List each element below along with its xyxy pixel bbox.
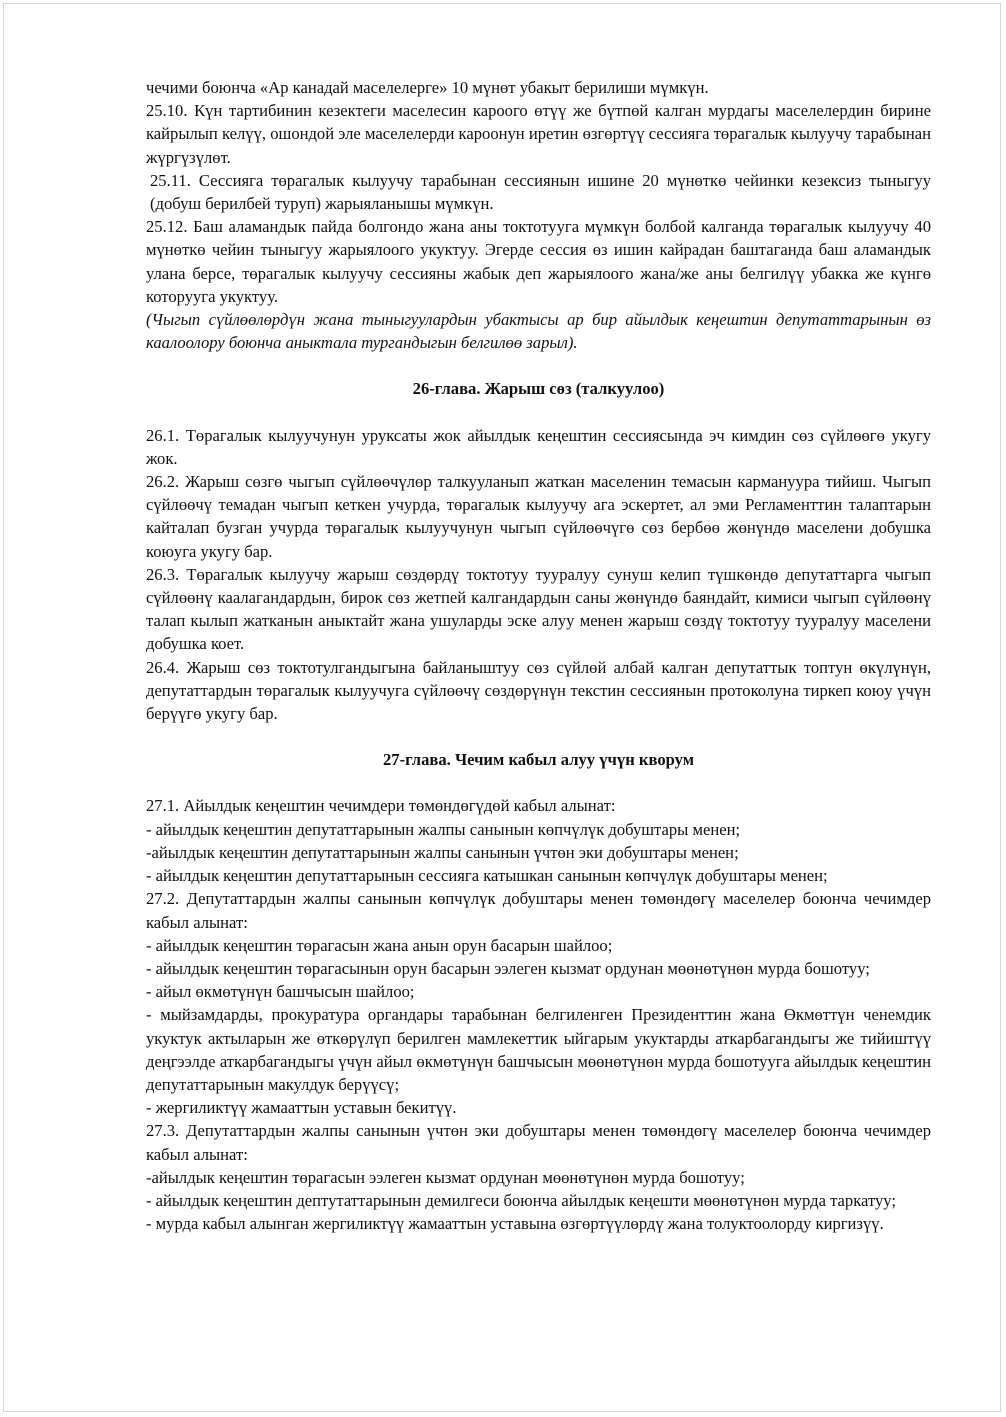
spacer [146,401,931,424]
paragraph-27-2: 27.2. Депутаттардын жалпы санынын көпчүлүк добуштары менен төмөндөгү маселелер боюнча чечимдер кабыл алынат: [146,889,931,932]
chapter-26-heading: 26-глава. Жарыш сөз (талкуулоо) [412,379,665,399]
spacer [146,725,931,748]
list-item: - жергиликтүү жамааттын уставын бекитүү. [146,1098,457,1118]
spacer [146,354,931,377]
list-item: - мыйзамдарды, прокуратура органдары тарабынан белгиленген Президенттин жана Өкмөттүн ченемдик укуктук актыларын же өткөрүлүп берилген мамлекеттик ыйгарым укуктарды аткарбагандыгы же тийиштүү деңгээлде аткарбагандыгы үчүн айыл өкмөтүнүн башчысын мөөнөтүнөн мурда бошотууга айылдык кеңештин депутаттарынын макулдук берүүсү; [146,1005,931,1094]
paragraph-25-9-continued: чечими боюнча «Ар канадай маселелерге» 10 мүнөт убакыт берилиши мүмкүн. [146,78,709,97]
list-item: - мурда кабыл алынган жергиликтүү жамааттын уставына өзгөртүүлөрдү жана толуктоолорду киргизүү. [146,1214,884,1234]
list-item: - айыл өкмөтүнүн башчысын шайлоо; [146,982,415,1002]
paragraph-25-11: 25.11. Сессияга төрагалык кылуучу тарабынан сессиянын ишине 20 мүнөткө чейинки кезексиз тыныгуу (добуш берилбей туруп) жарыяланышы мүмкүн. [150,170,931,214]
list-item: - айылдык кеңештин төрагасынын орун басарын ээлеген кызмат ордунан мөөнөтүнөн мурда бошотуу; [146,958,870,978]
italic-note: (Чыгып сүйлөөлөрдүн жана тыныгуулардын убактысы ар бир айылдык кеңештин депутаттарынын өз каалоолору боюнча аныктала тургандыгын белгилөө зарыл). [146,310,931,353]
document-body [146,76,931,1235]
list-item: -айылдык кеңештин депутаттарынын жалпы санынын үчтөн эки добуштары менен; [146,842,739,862]
chapter-27-heading: 27-глава. Чечим кабыл алуу үчүн кворум [382,750,695,770]
list-item: - айылдык кеңештин дептутаттарынын демилгеси боюнча айылдык кеңешти мөөнөтүнөн мурда таркатуу; [146,1190,896,1210]
list-item: -айылдык кеңештин төрагасын ээлеген кызмат ордунан мөөнөтүнөн мурда бошотуу; [146,1167,745,1187]
paragraph-26-2: 26.2. Жарыш сөзгө чыгып сүйлөөчүлөр талкууланып жаткан маселенин темасын кармануура тийиш. Чыгып сүйлөөчү темадан чыгып кеткен учурда, төрагалык кылуучу ага эскертет, ал эми Регламенттин талаптарын кайталап бузган учурда төрагалык кылуучунун чыгып сүйлөөчүгө сөз бербөө жөнүндө маселени добушка коюуга укугу бар. [146,472,931,561]
paragraph-27-1: 27.1. Айылдык кеңештин чечимдери төмөндөгүдөй кабыл алынат: [146,796,616,816]
list-item: - айылдык кеңештин депутаттарынын сессияга катышкан санынын көпчүлүк добуштары менен; [146,866,828,886]
list-item: - айылдык кеңештин төрагасын жана анын орун басарын шайлоо; [146,935,613,955]
paragraph-26-1: 26.1. Төрагалык кылуучунун уруксаты жок айылдык кеңештин сессиясында эч кимдин сөз сүйлөөгө укугу жок. [146,425,931,468]
paragraph-27-3: 27.3. Депутаттардын жалпы санынын үчтөн эки добуштары менен төмөндөгү маселелер боюнча чечимдер кабыл алынат: [146,1121,931,1164]
paragraph-26-3: 26.3. Төрагалык кылуучу жарыш сөздөрдү токтотуу тууралуу сунуш келип түшкөндө депутаттарга чыгып сүйлөөнү каалагандардын, бирок сөз жетпей калгандардын саны жөнүндө баяндайт, кимиси чыгып сүйлөөнү талап кылып жатканын аныктайт жана ушуларды эске алуу менен жарыш сөздү токтотуу тууралуу маселени добушка коет. [146,564,931,654]
paragraph-26-4: 26.4. Жарыш сөз токтотулгандыгына байланыштуу сөз сүйлөй албай калган депутаттык топтун өкүлүнүн, депутаттардын төрагалык кылуучуга сүйлөөчү сөздөрүнүн текстин сессиянын протоколуна тиркеп коюу үчүн берүүгө укугу бар. [146,657,931,724]
spacer [146,771,931,794]
paragraph-25-10: 25.10. Күн тартибинин кезектеги маселесин кароого өтүү же бүтпөй калган мурдагы маселелердин бирине кайрылып келүү, ошондой эле маселелерди кароонун иретин өзгөртүү сессияга төрагалык кылуучу тарабынан жүргүзүлөт. [146,101,931,167]
list-item: - айылдык кеңештин депутаттарынын жалпы санынын көпчүлүк добуштары менен; [146,819,741,839]
paragraph-25-12: 25.12. Баш аламандык пайда болгондо жана аны токтотууга мүмкүн болбой калганда төрагалык кылуучу 40 мүнөткө чейин тыныгуу жарыялоого укуктуу. Эгерде сессия өз ишин кайрадан баштаганда баш аламандык улана берсе, төрагалык кылуучу сессияны жабык деп жарыялоого жана/же аны белгилүү убакка же күнгө которууга укуктуу. [146,217,931,306]
